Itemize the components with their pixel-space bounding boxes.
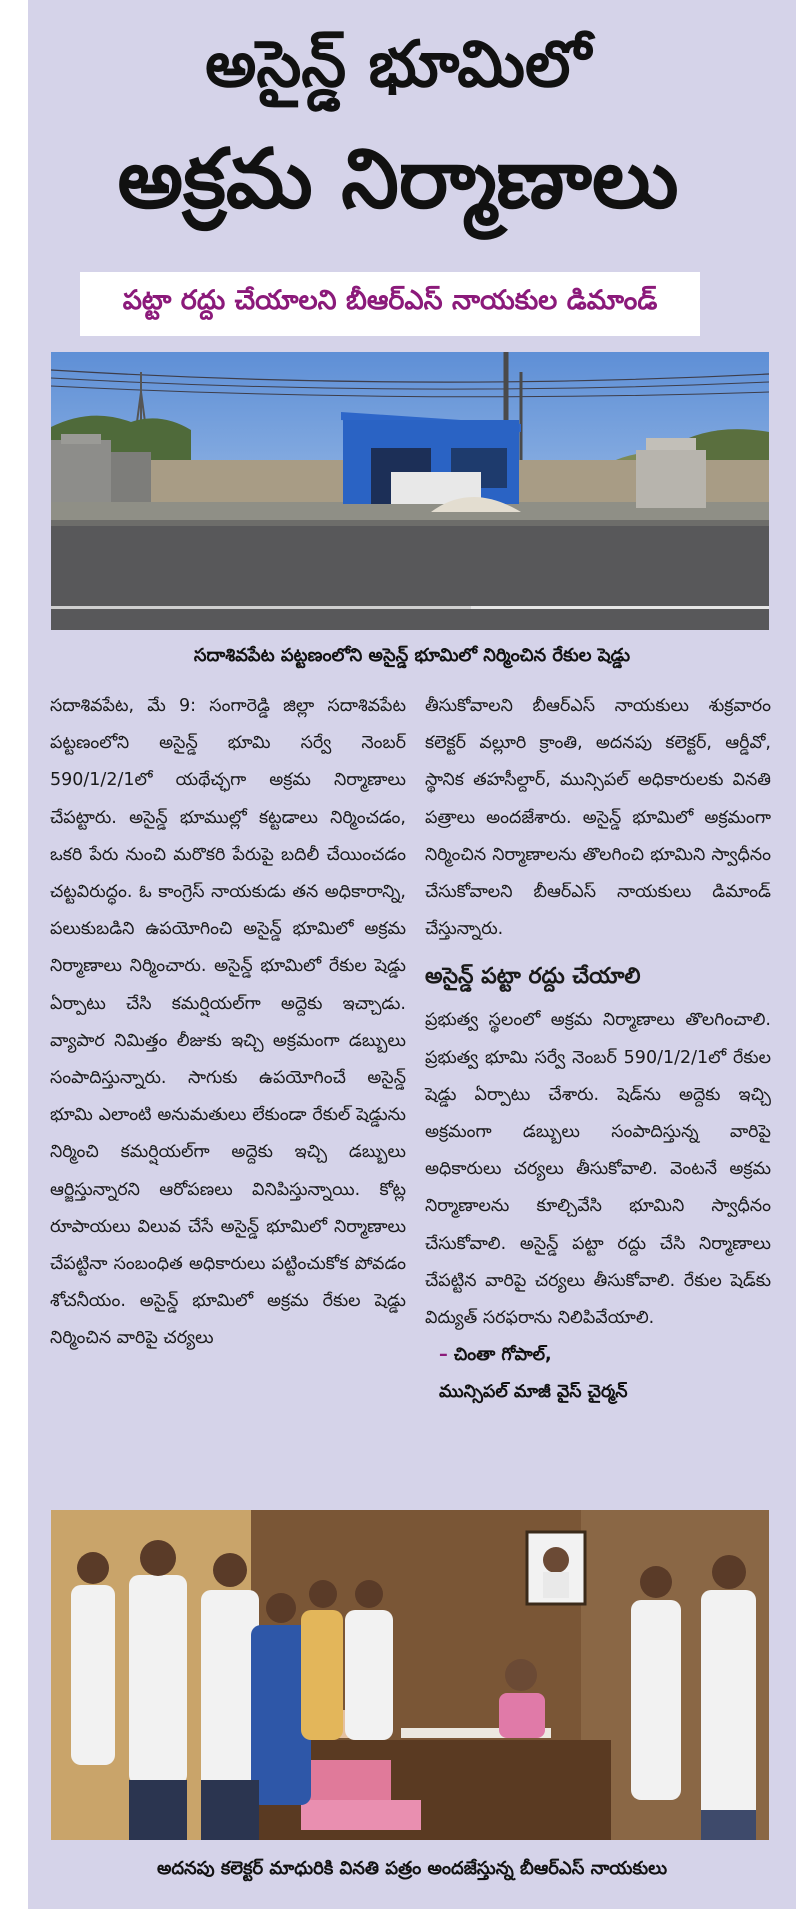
headline-line-1: అసైన్డ్ భూమిలో (205, 28, 591, 102)
headline-line-2: అక్రమ నిర్మాణాలు (117, 132, 679, 227)
shed-photo-illustration (51, 352, 769, 630)
photo2-caption: అదనపు కలెక్టర్ మాధురికి వినతి పత్రం అందజేస్తున్న బీఆర్ఎస్ నాయకులు (156, 1858, 668, 1879)
quote-signature (425, 1337, 771, 1374)
article-body-col1: సదాశివపేట, మే 9: సంగారెడ్డి జిల్లా సదాశివపేట పట్టణంలోని అసైన్డ్ భూమి సర్వే నెంబర్ 590/1/2/1లో యథేచ్ఛగా అక్రమ నిర్మాణాలు చేపట్టారు. అసైన్డ్ భూముల్లో కట్టడాలు నిర్మించడం, ఒకరి పేరు నుంచి మరొకరి పేరుపై బదిలీ చేయించడం చట్టవిరుద్ధం. ఓ కాంగ్రెస్ నాయకుడు తన అధికారాన్ని, పలుకుబడిని ఉపయోగించి అసైన్డ్ భూమిలో అక్రమ నిర్మాణాలు నిర్మించారు. అసైన్డ్ భూమిలో రేకుల షెడ్డు ఏర్పాటు చేసి కమర్షియల్‌గా అద్దెకు ఇచ్చాడు. వ్యాపార నిమిత్తం లీజుకు ఇచ్చి అక్రమంగా డబ్బులు సంపాదిస్తున్నారు. సాగుకు ఉపయోగించే అసైన్డ్ భూమి ఎలాంటి అనుమతులు లేకుండా రేకుల్ షెడ్డును నిర్మించి కమర్షియల్‌గా అద్దెకు ఇచ్చి డబ్బులు ఆర్జిస్తున్నారని ఆరోపణలు వినిపిస్తున్నాయి. కోట్ల రూపాయలు విలువ చేసే అసైన్డ్ భూమిలో నిర్మాణాలు చేపట్టినా సంబంధిత అధికారులు పట్టించుకోక పోవడం శోచనీయం. అసైన్డ్ భూమిలో అక్రమ రేకుల షెడ్డు నిర్మించిన వారిపై చర్యలు (50, 696, 406, 1349)
article-column-2 (425, 688, 771, 1458)
article-body-col2-top: తీసుకోవాలని బీఆర్ఎస్ నాయకులు శుక్రవారం కలెక్టర్ వల్లూరి క్రాంతి, అదనపు కలెక్టర్, ఆర్డీవో, స్థానిక తహసీల్దార్, మున్సిపల్ అధికారులకు వినతి పత్రాలు అందజేశారు. అసైన్డ్ భూమిలో అక్రమంగా నిర్మించిన నిర్మాణాలను తొలగించి భూమిని స్వాధీనం చేసుకోవాలని బీఆర్ఎస్ నాయకులు డిమాండ్ చేస్తున్నారు. (425, 696, 771, 940)
photo1-caption: సదాశివపేట పట్టణంలోని అసైన్డ్ భూమిలో నిర్మించిన రేకుల షెడ్డు (193, 645, 631, 666)
article-body-col2-bottom: ప్రభుత్వ స్థలంలో అక్రమ నిర్మాణాలు తొలగించాలి. ప్రభుత్వ భూమి సర్వే నెంబర్ 590/1/2/1లో రేకుల షెడ్డు ఏర్పాటు చేశారు. షెడ్‌ను అద్దెకు ఇచ్చి అక్రమంగా డబ్బులు సంపాదిస్తున్న వారిపై అధికారులు చర్యలు తీసుకోవాలి. వెంటనే అక్రమ నిర్మాణాలను కూల్చివేసి భూమిని స్వాధీనం చేసుకోవాలి. అసైన్డ్ పట్టా రద్దు చేసి నిర్మాణాలు చేపట్టిన వారిపై చర్యలు తీసుకోవాలి. రేకుల షెడ్‌కు విద్యుత్ సరఫరాను నిలిపివేయాలి. (425, 1010, 771, 1329)
signature-title: మున్సిపల్ మాజీ వైస్ చైర్మన్ (439, 1382, 628, 1403)
meeting-photo-illustration (51, 1510, 769, 1840)
meeting-photo (51, 1510, 769, 1840)
article-column-1 (50, 688, 406, 1458)
signature-dash: – (439, 1345, 448, 1366)
subheadline: పట్టా రద్దు చేయాలని బీఆర్ఎస్ నాయకుల డిమాండ్ (80, 272, 700, 336)
article-subhead: అసైన్డ్ పట్టా రద్దు చేయాలి (425, 964, 641, 990)
signature-name: చింతా గోపాల్, (453, 1345, 552, 1366)
shed-photo (51, 352, 769, 630)
